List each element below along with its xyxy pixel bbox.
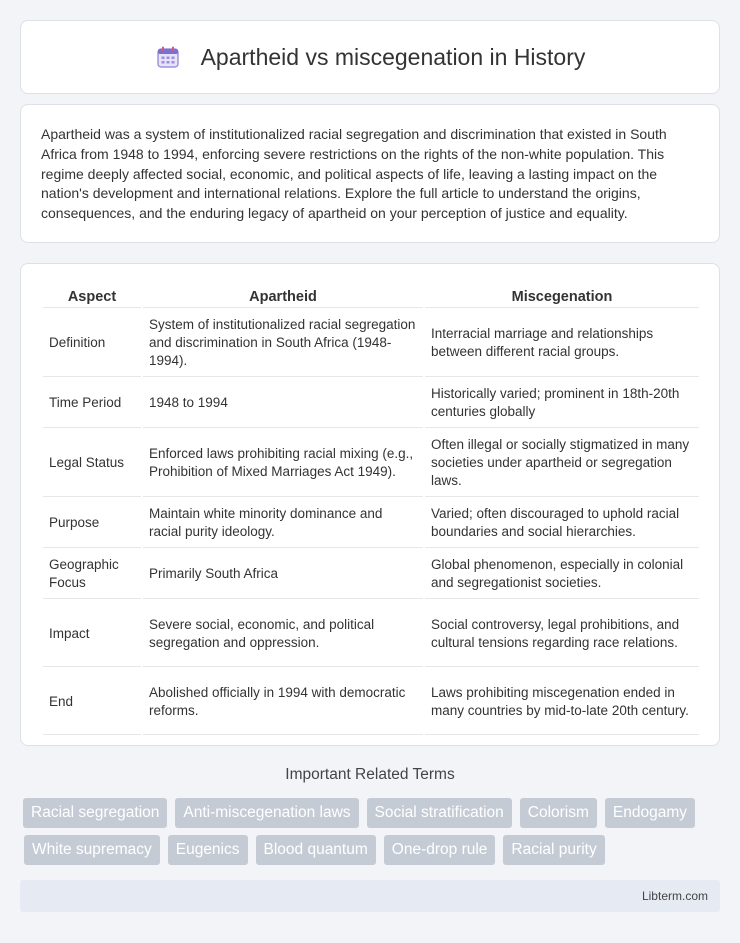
footer-site-link[interactable]: Libterm.com xyxy=(641,889,708,903)
related-tags xyxy=(20,798,720,872)
header-miscegenation: Miscegenation xyxy=(425,286,699,308)
cell-apartheid: 1948 to 1994 xyxy=(143,379,423,428)
intro-card xyxy=(20,104,720,243)
tag-anti-miscegenation-laws[interactable]: Anti-miscegenation laws xyxy=(175,798,358,828)
cell-miscegenation: Varied; often discouraged to uphold racial boundaries and social hierarchies. xyxy=(425,499,699,548)
header-apartheid: Apartheid xyxy=(143,286,423,308)
cell-miscegenation: Global phenomenon, especially in colonial and segregationist societies. xyxy=(425,550,699,599)
calendar-icon xyxy=(155,44,181,70)
page-title: Apartheid vs miscegenation in History xyxy=(200,43,586,70)
table-row xyxy=(43,550,699,599)
cell-aspect: Geographic Focus xyxy=(43,550,141,599)
table-row xyxy=(43,310,699,377)
cell-aspect: Purpose xyxy=(43,499,141,548)
cell-apartheid: Enforced laws prohibiting racial mixing (e.g., Prohibition of Mixed Marriages Act 1949). xyxy=(143,430,423,497)
tag-endogamy[interactable]: Endogamy xyxy=(605,798,695,828)
cell-apartheid: Severe social, economic, and political segregation and oppression. xyxy=(143,601,423,667)
table-header-row xyxy=(43,286,699,308)
cell-miscegenation: Laws prohibiting miscegenation ended in many countries by mid-to-late 20th century. xyxy=(425,669,699,735)
related-terms-heading: Important Related Terms xyxy=(285,766,455,783)
cell-apartheid: Maintain white minority dominance and racial purity ideology. xyxy=(143,499,423,548)
table-row xyxy=(43,430,699,497)
cell-aspect: Time Period xyxy=(43,379,141,428)
cell-apartheid: Primarily South Africa xyxy=(143,550,423,599)
tag-colorism[interactable]: Colorism xyxy=(520,798,597,828)
tag-one-drop-rule[interactable]: One-drop rule xyxy=(384,835,496,865)
tag-social-stratification[interactable]: Social stratification xyxy=(367,798,512,828)
tag-racial-segregation[interactable]: Racial segregation xyxy=(23,798,167,828)
table-row xyxy=(43,499,699,548)
comparison-table-card xyxy=(20,263,720,746)
cell-aspect: Impact xyxy=(43,601,141,667)
tag-white-supremacy[interactable]: White supremacy xyxy=(24,835,160,865)
cell-aspect: Definition xyxy=(43,310,141,377)
comparison-table xyxy=(41,284,701,737)
title-wrap xyxy=(155,44,586,71)
table-row xyxy=(43,601,699,667)
tag-blood-quantum[interactable]: Blood quantum xyxy=(256,835,376,865)
header-aspect: Aspect xyxy=(43,286,141,308)
cell-aspect: End xyxy=(43,669,141,735)
header-card xyxy=(20,20,720,94)
cell-apartheid: Abolished officially in 1994 with democratic reforms. xyxy=(143,669,423,735)
cell-miscegenation: Interracial marriage and relationships between different racial groups. xyxy=(425,310,699,377)
table-row xyxy=(43,669,699,735)
cell-miscegenation: Social controversy, legal prohibitions, and cultural tensions regarding race relations. xyxy=(425,601,699,667)
cell-miscegenation: Historically varied; prominent in 18th-20th centuries globally xyxy=(425,379,699,428)
cell-miscegenation: Often illegal or socially stigmatized in many societies under apartheid or segregation laws. xyxy=(425,430,699,497)
tag-racial-purity[interactable]: Racial purity xyxy=(503,835,604,865)
table-row xyxy=(43,379,699,428)
tag-eugenics[interactable]: Eugenics xyxy=(168,835,248,865)
cell-apartheid: System of institutionalized racial segregation and discrimination in South Africa (1948-1994). xyxy=(143,310,423,377)
cell-aspect: Legal Status xyxy=(43,430,141,497)
related-terms-section xyxy=(0,766,740,798)
footer xyxy=(20,880,720,912)
intro-text: Apartheid was a system of institutionalized racial segregation and discrimination that existed in South Africa from 1948 to 1994, enforcing severe restrictions on the rights of the non-white population. This regime deeply affected social, economic, and political aspects of life, leaving a lasting impact on the nation's development and international relations. Explore the full article to understand the origins, consequences, and the enduring legacy of apartheid on your perception of justice and equality. xyxy=(41,126,667,222)
